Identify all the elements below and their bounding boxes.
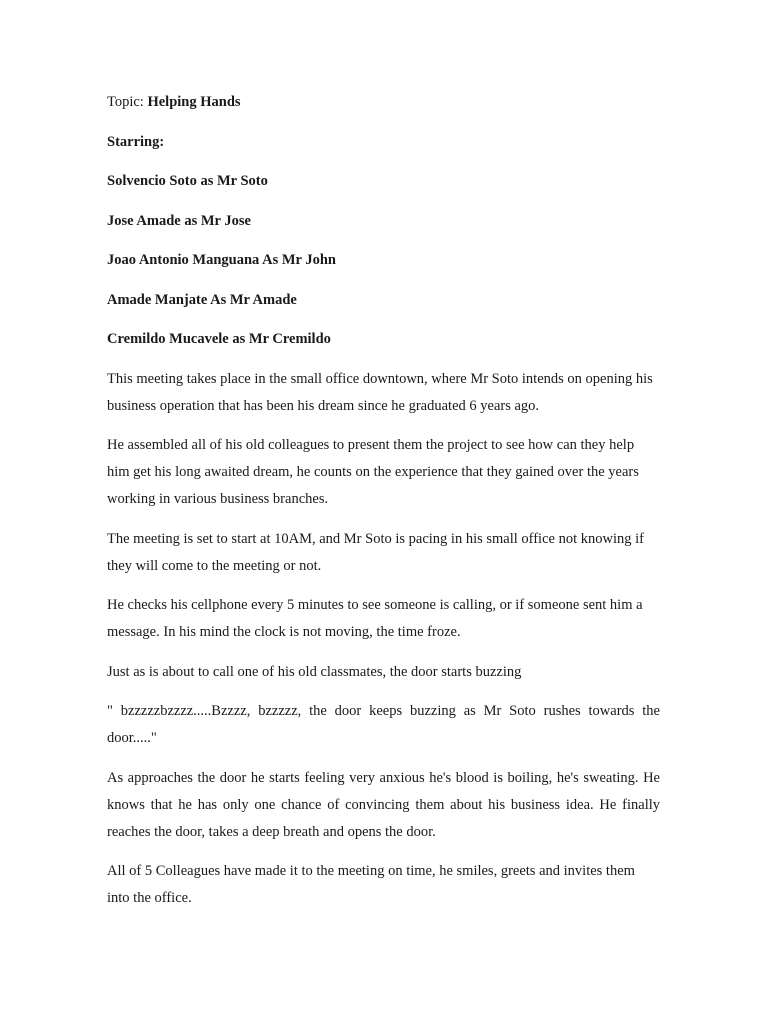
cast-entry: Cremildo Mucavele as Mr Cremildo: [107, 331, 331, 347]
body-paragraph: As approaches the door he starts feeling very anxious he's blood is boiling, he's sweating. He knows that he has only one chance of convincing them about his business idea. He finally reaches the door, takes a deep breath and opens the door.: [107, 769, 660, 840]
cast-entry: Amade Manjate As Mr Amade: [107, 291, 297, 308]
topic-label: Topic:: [107, 94, 144, 110]
topic-title: Helping Hands: [147, 94, 241, 110]
starring-heading: Starring:: [107, 133, 165, 150]
body-paragraph: He checks his cellphone every 5 minutes to see someone is calling, or if someone sent him a message. In his mind the clock is not moving, the time froze.: [107, 597, 643, 640]
topic-line: [107, 89, 660, 116]
body-paragraph: The meeting is set to start at 10AM, and Mr Soto is pacing in his small office not knowing if they will come to the meeting or not.: [107, 530, 644, 574]
body-paragraph: He assembled all of his old colleagues to present them the project to see how can they help him get his long awaited dream, he counts on the experience that they gained over the years working in various business branches.: [107, 437, 639, 507]
body-paragraph: Just as is about to call one of his old classmates, the door starts buzzing: [107, 663, 522, 680]
cast-entry: Solvencio Soto as Mr Soto: [107, 173, 268, 189]
body-paragraph: All of 5 Colleagues have made it to the meeting on time, he smiles, greets and invites them into the office.: [107, 863, 635, 906]
body-paragraph: " bzzzzzbzzzz.....Bzzzz, bzzzzz, the door keeps buzzing as Mr Soto rushes towards the door.....": [107, 703, 660, 746]
cast-entry: Joao Antonio Manguana As Mr John: [107, 252, 336, 268]
document-page: [107, 89, 660, 925]
cast-entry: Jose Amade as Mr Jose: [107, 212, 251, 229]
body-paragraph: This meeting takes place in the small office downtown, where Mr Soto intends on opening his business operation that has been his dream since he graduated 6 years ago.: [107, 370, 653, 414]
